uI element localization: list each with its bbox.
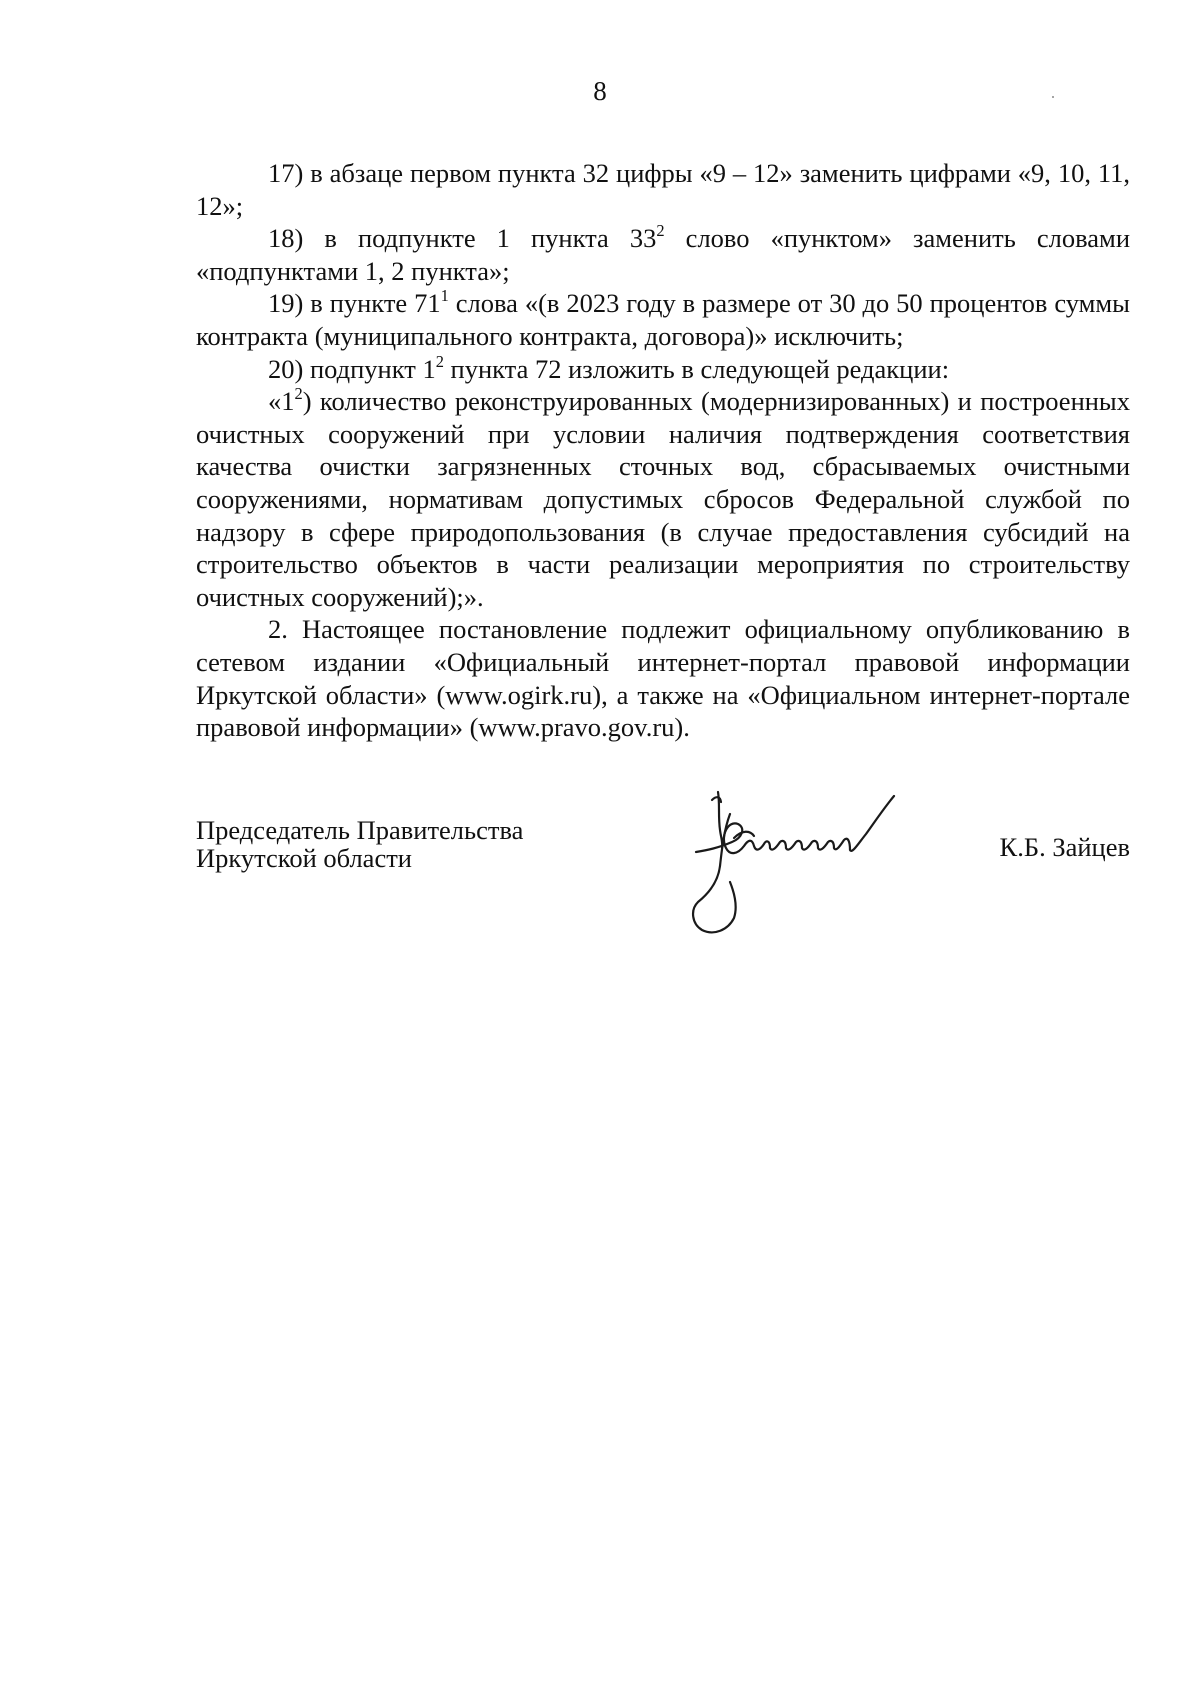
signer-position-line-2: Иркутской области: [196, 843, 412, 873]
signer-position: [196, 816, 523, 872]
signer-position-line-1: Председатель Правительства: [196, 815, 524, 845]
paragraph-text-continued: слова «(в 2023 году в размере от 30 до 50 процентов суммы контракта (муниципального контракта, договора)» исключить;: [196, 288, 1130, 351]
paragraph-text: 19) в пункте 71: [268, 288, 441, 319]
superscript: 2: [435, 351, 444, 371]
paragraph-item-17: [196, 157, 1130, 222]
paragraph-text-continued: слово «пунктом» заменить словами «подпунктами 1, 2 пункта»;: [196, 223, 1130, 286]
paragraph-text-continued: ) количество реконструированных (модернизированных) и построенных очистных сооружений при условии наличия подтверждения соответствия качества очистки загрязненных сточных вод, сбрасываемых очистными сооружениями, нормативам допустимых сбросов Федеральной службой по надзору в сфере природопользования (в случае предоставления субсидий на строительство объектов в части реализации мероприятия по строительству очистных сооружений);».: [196, 386, 1130, 612]
paragraph-text-continued: пункта 72 изложить в следующей редакции:: [443, 353, 950, 384]
superscript: 2: [656, 221, 665, 241]
paragraph-new-wording: [196, 385, 1130, 613]
paragraph-text: 17) в абзаце первом пункта 32 цифры «9 – 12» заменить цифрами «9, 10, 11, 12»;: [196, 158, 1130, 221]
document-body: [196, 157, 1130, 744]
paragraph-section-2: [196, 613, 1130, 743]
paragraph-item-19: [196, 287, 1130, 352]
paragraph-text: 18) в подпункте 1 пункта 33: [268, 223, 657, 254]
handwritten-signature: [690, 790, 950, 940]
superscript: 1: [440, 286, 449, 306]
superscript: 2: [294, 383, 303, 403]
paragraph-text: 2. Настоящее постановление подлежит официальному опубликованию в сетевом издании «Официальный интернет-портал правовой информации Иркутской области» (www.ogirk.ru), а также на «Официальном интернет-портале правовой информации» (www.pravo.gov.ru).: [196, 614, 1130, 743]
paragraph-item-18: [196, 222, 1130, 287]
signer-name: К.Б. Зайцев: [999, 832, 1130, 862]
paragraph-text: «1: [268, 386, 295, 417]
page-number: 8: [593, 76, 607, 106]
paragraph-text: 20) подпункт 1: [268, 353, 436, 384]
paragraph-item-20: [196, 353, 1130, 386]
